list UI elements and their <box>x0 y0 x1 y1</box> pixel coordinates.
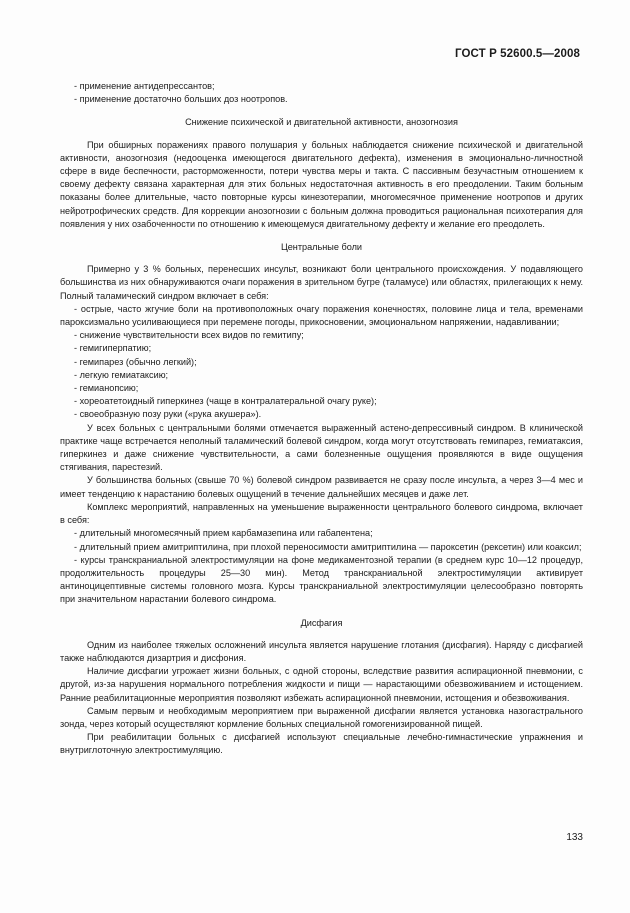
paragraph: Комплекс мероприятий, направленных на уменьшение выраженности центрального болевого синдрома, включает в себя: <box>60 501 583 526</box>
list-item: - гемигиперпатию; <box>74 343 152 354</box>
list-item: - гемианопсию; <box>74 383 139 394</box>
intro-list-item: - применение достаточно больших доз ноотропов. <box>74 94 288 105</box>
paragraph: При обширных поражениях правого полушария у больных наблюдается снижение психической и двигательной активности, анозогнозия (недооценка имеющегося двигательного дефекта), изменения в эмоционально-личностной сфере в виде беспечности, расторможенности, потери чувства меры и такта. С пассивным безучастным отношением к своему дефекту связана характерная для этих больных недостаточная активность в его преодолении. Таким больным показаны более длительные, часто повторные курсы кинезотерапии, многомесячное применение ноотропов и других нейротрофических средств. Для коррекции анозогнозии с больным должна проводиться рациональная психотерапия для появления у них озабоченности по отношению к имеющемуся двигательному дефекту и желание его преодолеть. <box>60 139 583 229</box>
list-item: - курсы транскраниальной электростимуляции на фоне медикаментозной терапии (в среднем курс 10—12 процедур, продолжительность процедуры 25—30 мин). Метод транскраниальной электростимуляции активирует антиноцицептивные системы головного мозга. Курсы транскраниальной электростимуляции целесообразно повторять при значительном нарастании болевого синдрома. <box>60 554 583 605</box>
list-item: - своеобразную позу руки («рука акушера»). <box>74 409 262 420</box>
list-item: - острые, часто жгучие боли на противоположных очагу поражения конечностях, половине лица и тела, временами пароксизмально усиливающиеся при перемене погоды, прикосновении, эмоциональном напряжении, надавливании; <box>60 303 583 328</box>
list-item: - легкую гемиатаксию; <box>74 369 169 380</box>
list-item: - длительный многомесячный прием карбамазепина или габапентена; <box>74 528 373 539</box>
paragraph: Наличие дисфагии угрожает жизни больных, с одной стороны, вследствие развития аспирационной пневмонии, с другой, из-за нарушения нормального потребления жидкости и пищи — нарастающими обезвоживанием и истощением. Ранние реабилитационные мероприятия позволяют избежать аспирационной пневмонии, истощения и обезвоживания. <box>60 666 583 703</box>
section-heading-dysphagia: Дисфагия <box>300 617 343 628</box>
list-item: - хореоатетоидный гиперкинез (чаще в контралатеральной очагу руке); <box>74 396 377 407</box>
document-header: ГОСТ Р 52600.5—2008 <box>455 48 580 60</box>
paragraph: У большинства больных (свыше 70 %) болевой синдром развивается не сразу после инсульта, а через 3—4 мес и имеет тенденцию к нарастанию болевых ощущений в течение дальнейших месяцев и даже лет. <box>60 475 583 499</box>
section-heading-activity: Снижение психической и двигательной активности, анозогнозия <box>185 117 458 128</box>
paragraph: При реабилитации больных с дисфагией используют специальные лечебно-гимнастические упражнения и внутриглоточную электростимуляцию. <box>60 732 583 756</box>
spacer <box>60 630 583 639</box>
spacer <box>60 231 583 241</box>
paragraph: Одним из наиболее тяжелых осложнений инсульта является нарушение глотания (дисфагия). Наряду с дисфагией также наблюдаются дизартрия и дисфония. <box>60 639 583 663</box>
spacer <box>60 130 583 139</box>
intro-list-item: - применение антидепрессантов; <box>74 81 215 91</box>
paragraph: Примерно у 3 % больных, перенесших инсульт, возникают боли центрального происхождения. У подавляющего большинства из них обнаруживаются очаги поражения в зрительном бугре (таламусе) или областях, прилегающих к нему. Полный таламический синдром включает в себя: <box>60 264 583 301</box>
paragraph: У всех больных с центральными болями отмечается выраженный астено-депрессивный синдром. В клинической практике чаще встречается неполный таламический болевой синдром, когда могут отсутствовать гемипарез, гемиатаксия, гиперкинез и даже снижение чувствительности, а сами болезненные ощущения проявляются в виде ощущения стягивания, парестезий. <box>60 422 583 473</box>
spacer <box>60 106 583 116</box>
page-number: 133 <box>566 832 583 843</box>
spacer <box>60 607 583 617</box>
paragraph: Самым первым и необходимым мероприятием при выраженной дисфагии является установка назогастрального зонда, через который осуществляют кормление больных специальной гомогенизированной пищей. <box>60 705 583 729</box>
list-item: - длительный прием амитриптилина, при плохой переносимости амитриптилина — пароксетин (рексетин) или коаксил; <box>74 541 582 552</box>
section-heading-central-pain: Центральные боли <box>280 242 362 253</box>
list-item: - гемипарез (обычно легкий); <box>74 356 197 367</box>
spacer <box>60 254 583 263</box>
list-item: - снижение чувствительности всех видов по гемитипу; <box>74 330 304 341</box>
document-body <box>60 80 583 758</box>
